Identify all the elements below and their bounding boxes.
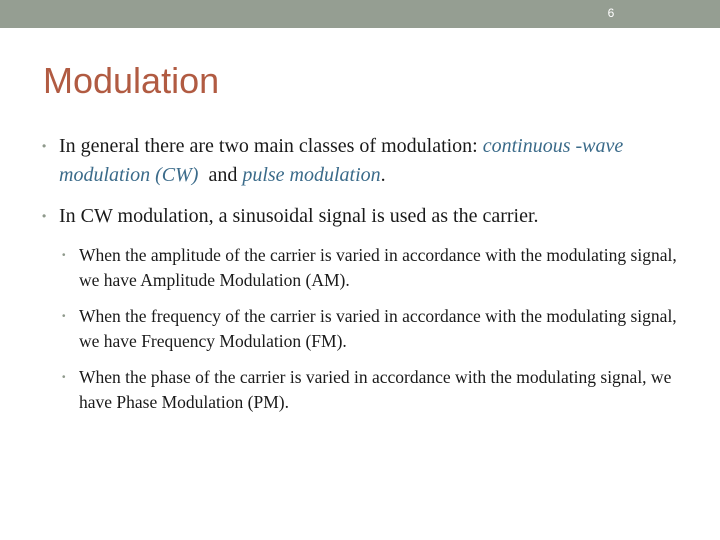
bullet-marker: • [62,250,66,261]
emphasis-text: continuous -wave modulation (CW) [59,135,624,186]
sub-bullet-text: When the phase of the carrier is varied in accordance with the modulating signal, we have Phase Modulation (PM). [79,367,672,412]
bullet-text: . [380,164,386,186]
bullet-marker: • [42,209,47,223]
sub-bullet-text: When the amplitude of the carrier is varied in accordance with the modulating signal, we have Amplitude Modulation (AM). [79,245,677,290]
bullet-marker: • [42,139,47,153]
bullet-item [42,132,682,190]
slide-number: 6 [607,6,615,20]
bullet-text: In CW modulation, a sinusoidal signal is used as the carrier. [59,205,539,227]
slide-title: Modulation [43,60,220,101]
bullet-marker: • [62,311,66,322]
sub-bullet-item [62,243,679,293]
bullet-item [42,202,682,231]
sub-bullet-item [62,304,679,354]
bullet-text: and [198,164,243,186]
sub-bullet-text: When the frequency of the carrier is varied in accordance with the modulating signal, we have Frequency Modulation (FM). [79,306,677,351]
sub-bullet-item [62,365,679,415]
bullet-marker: • [62,372,66,383]
bullet-text: In general there are two main classes of modulation: [59,135,483,157]
slide-content [42,132,682,415]
emphasis-text: pulse modulation [242,164,381,186]
top-bar [0,0,720,28]
